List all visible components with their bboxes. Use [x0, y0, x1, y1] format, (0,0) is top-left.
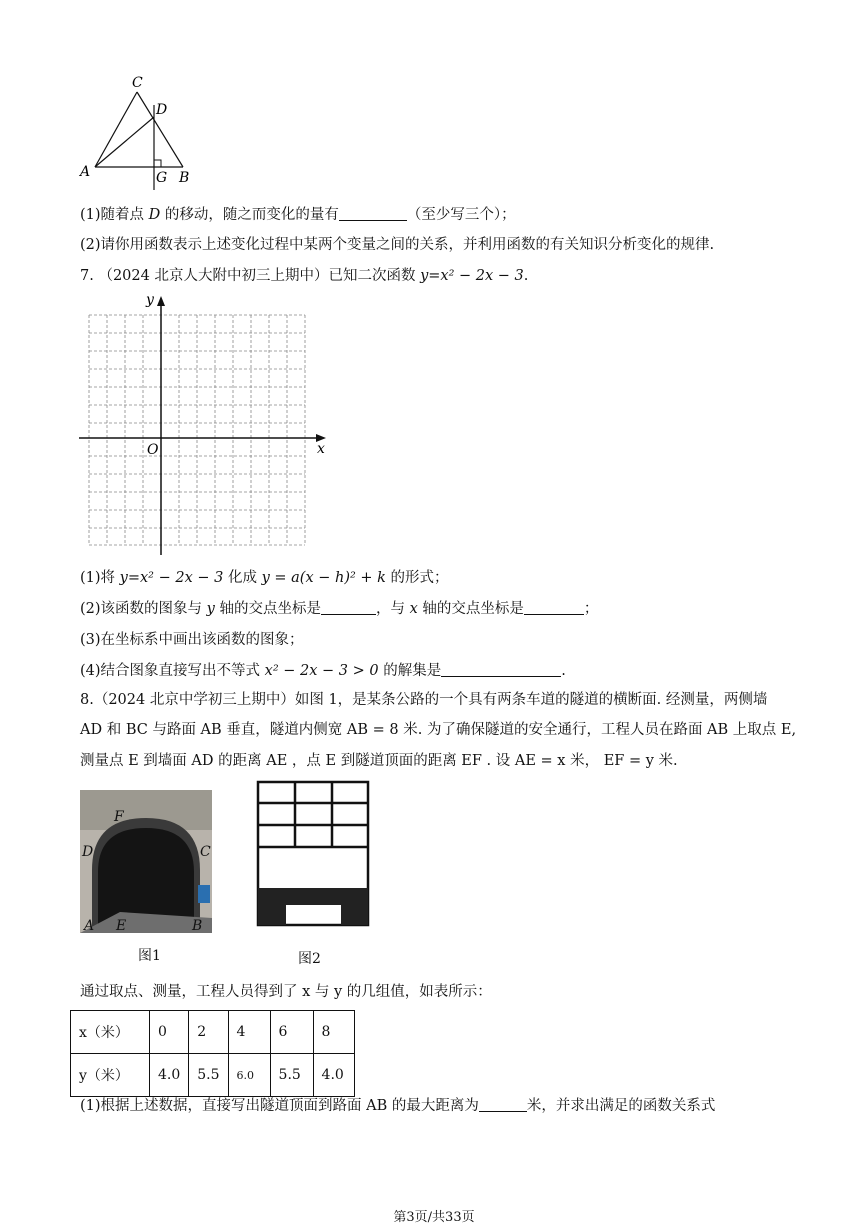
- label-C: C: [132, 75, 143, 91]
- photo-label-F: F: [114, 809, 124, 825]
- q6-part1-tail: （至少写三个）；: [406, 207, 516, 223]
- q8-part1-suffix: 米，并求出满足的函数关系式: [526, 1098, 716, 1114]
- coordinate-grid: [74, 290, 334, 560]
- q6-blank[interactable]: [339, 206, 407, 221]
- q7-p1-suffix: 的形式；: [385, 570, 449, 586]
- table-cell: 6.0: [228, 1054, 270, 1097]
- table-cell: 2: [189, 1011, 228, 1054]
- fig1-caption: 图1: [138, 948, 161, 964]
- q6-part1-suffix: 的移动，随之而变化的量有: [160, 207, 339, 223]
- table-cell: 0: [150, 1011, 189, 1054]
- q6-part1-var: D: [148, 207, 161, 223]
- q7-p2-prefix: (2)该函数的图象与: [80, 601, 207, 617]
- q6-part2: (2)请你用函数表示上述变化过程中某两个变量之间的关系，并利用函数的有关知识分析变化的规律.: [80, 237, 715, 253]
- q7-stem-suffix: .: [523, 268, 529, 284]
- q7-part4: [80, 661, 566, 681]
- y-axis-label: y: [146, 292, 154, 308]
- q7-p2-mid2: ，与: [375, 601, 410, 617]
- tunnel-photo: [80, 790, 212, 933]
- photo-label-E: E: [116, 918, 127, 933]
- q8-part1: [80, 1096, 715, 1116]
- q7-p1-mid: 化成: [223, 570, 262, 586]
- q7-part1: [80, 568, 449, 588]
- q8-line2: AD 和 BC 与路面 AB 垂直，隧道内侧宽 AB = 8 米. 为了确保隧道的安全通行，工程人员在路面 AB 上取点 E,: [80, 722, 797, 738]
- xy-table: [70, 1010, 355, 1097]
- q7-p2-var2: x: [409, 601, 418, 617]
- photo-label-A: A: [84, 918, 95, 933]
- label-D: D: [156, 102, 168, 118]
- q8-table-intro: 通过取点、测量，工程人员得到了 x 与 y 的几组值，如表所示：: [80, 984, 492, 1000]
- photo-label-D: D: [82, 844, 94, 860]
- table-cell: 4: [228, 1011, 270, 1054]
- q8-part1-blank[interactable]: [479, 1097, 527, 1112]
- fig2-diagram: [256, 780, 371, 928]
- q8-line3: 测量点 E 到墙面 AD 的距离 AE ，点 E 到隧道顶面的距离 EF . 设 AE = x 米， EF = y 米.: [80, 753, 678, 769]
- origin-label: O: [147, 442, 159, 458]
- q7-source: （2024 北京人大附中初三上期中）: [98, 268, 329, 284]
- table-cell: 6: [270, 1011, 313, 1054]
- q7-number: 7.: [80, 268, 94, 284]
- q7-stem: [80, 266, 528, 286]
- x-axis-label: x: [317, 441, 325, 457]
- table-cell: 4.0: [313, 1054, 354, 1097]
- row-header-x: x（米）: [71, 1011, 150, 1054]
- q7-p4-suffix: .: [561, 663, 566, 679]
- q7-p1-func: y=x² − 2x − 3: [119, 570, 224, 586]
- photo-label-C: C: [200, 844, 211, 860]
- q7-p4-mid: 的解集是: [378, 663, 442, 679]
- label-A: A: [80, 164, 91, 180]
- q6-part1-prefix: (1)随着点: [80, 207, 149, 223]
- label-B: B: [179, 170, 190, 186]
- q7-function: y=x² − 2x − 3: [420, 268, 524, 284]
- q7-p2-mid: 轴的交点坐标是: [214, 601, 321, 617]
- q7-p2-suffix: ；: [583, 601, 599, 617]
- table-cell: 8: [313, 1011, 354, 1054]
- q6-part1: [80, 205, 516, 225]
- q7-p2-var1: y: [206, 601, 215, 617]
- q7-p2-mid3: 轴的交点坐标是: [417, 601, 524, 617]
- q8-line1: 8.（2024 北京中学初三上期中）如图 1，是某条公路的一个具有两条车道的隧道的横断面. 经测量，两侧墙: [80, 692, 768, 708]
- q7-p1-form: y = a(x − h)² + k: [261, 570, 386, 586]
- q7-part3: (3)在坐标系中画出该函数的图象；: [80, 632, 304, 648]
- table-cell: 5.5: [270, 1054, 313, 1097]
- triangle-figure: [75, 70, 215, 190]
- q7-p4-prefix: (4)结合图象直接写出不等式: [80, 663, 265, 679]
- table-row: [71, 1054, 355, 1097]
- page-footer: 第3页/共33页: [393, 1210, 475, 1225]
- label-G: G: [156, 170, 168, 186]
- q7-p4-ineq: x² − 2x − 3 > 0: [264, 663, 379, 679]
- table-cell: 4.0: [150, 1054, 189, 1097]
- q7-part2: [80, 599, 598, 619]
- q7-p4-blank[interactable]: [441, 662, 561, 677]
- fig2-caption: 图2: [298, 951, 321, 967]
- q8-part1-text: (1)根据上述数据，直接写出隧道顶面到路面 AB 的最大距离为: [80, 1098, 479, 1114]
- photo-label-B: B: [192, 918, 203, 933]
- q7-stem-prefix: 已知二次函数: [328, 268, 421, 284]
- q7-p2-blank2[interactable]: [524, 600, 584, 615]
- row-header-y: y（米）: [71, 1054, 150, 1097]
- q7-p2-blank1[interactable]: [321, 600, 376, 615]
- table-row: [71, 1011, 355, 1054]
- q7-p1-prefix: (1)将: [80, 570, 120, 586]
- table-cell: 5.5: [189, 1054, 228, 1097]
